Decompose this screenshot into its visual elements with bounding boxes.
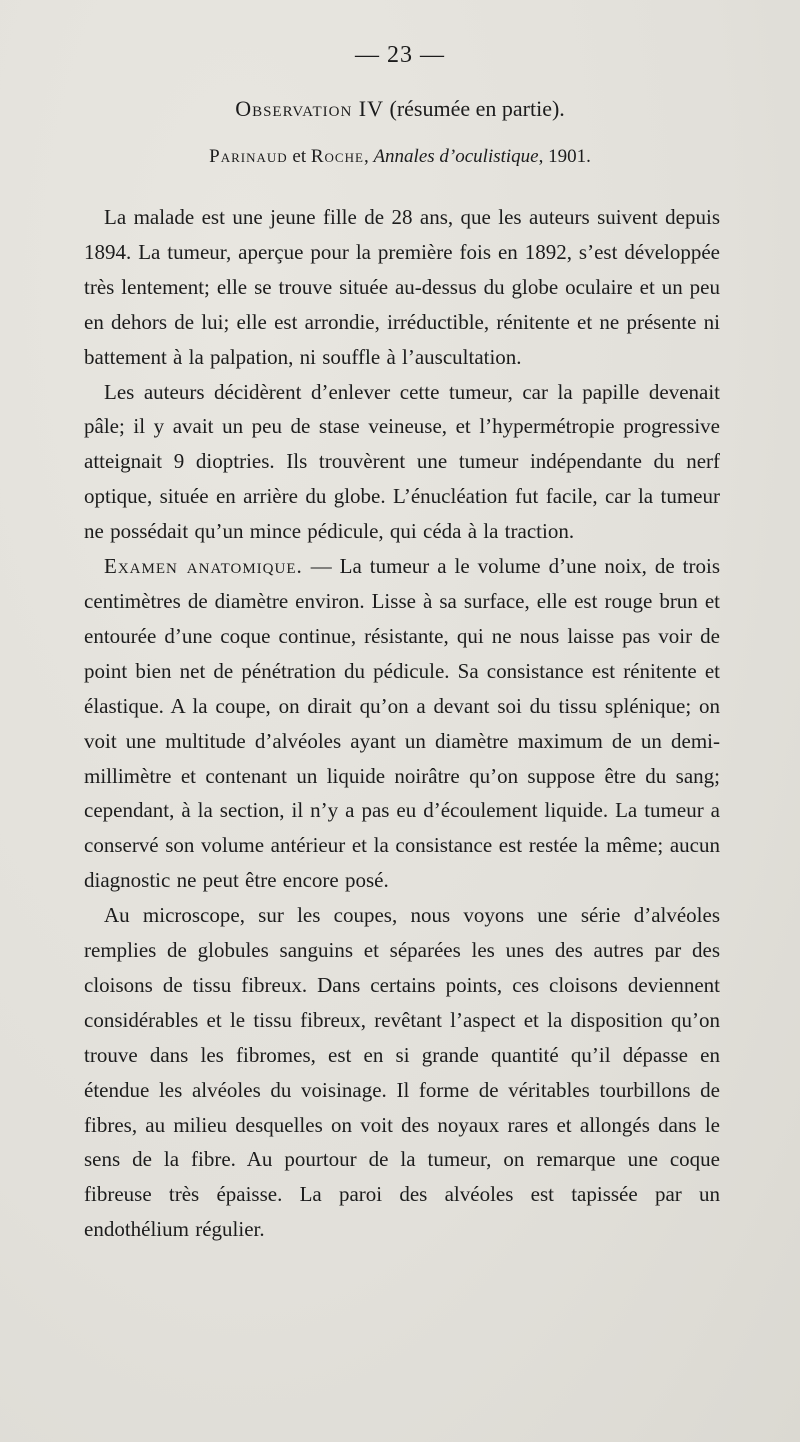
citation-conjunction: et (287, 146, 311, 167)
paragraph-text: Au microscope, sur les coupes, nous voyons une série d’alvéoles remplies de globules sanguins et séparées les unes des autres par des cloisons de tissu fibreux. Dans certains points, ces cloisons deviennent considérables et le tissu fibreux, revêtant l’aspect et la disposition qu’on trouve dans les fibromes, est en si grande quantité qu’il dépasse en étendue les alvéoles du voisinage. Il forme de véritables tourbillons de fibres, au milieu desquelles on voit des noyaux rares et allongés dans le sens de la fibre. Au pourtour de la tumeur, on remarque une coque fibreuse très épaisse. La paroi des alvéoles est tapissée par un endothélium régulier. (84, 903, 720, 1242)
paragraph (84, 200, 720, 375)
paragraph-text: La malade est une jeune fille de 28 ans, que les auteurs suivent depuis 1894. La tumeur, aperçue pour la première fois en 1892, s’est développée très lentement; elle se trouve située au-dessus du globe oculaire et un peu en dehors de lui; elle est arrondie, irréductible, rénitente et ne présente ni battement à la palpation, ni souffle à l’auscultation. (84, 205, 720, 369)
observation-heading (0, 96, 800, 122)
observation-subtitle: (résumée en partie). (384, 96, 565, 121)
section-lead: Examen anatomique. (104, 554, 303, 579)
paragraph-text: Les auteurs décidèrent d’enlever cette tumeur, car la papille devenait pâle; il y avait un peu de stase veineuse, et l’hypermétropie progressive atteignait 9 dioptries. Ils trouvèrent une tumeur indépendante du nerf optique, située en arrière du globe. L’énucléation fut facile, car la tumeur ne possédait qu’un mince pédicule, qui céda à la traction. (84, 379, 720, 544)
citation (0, 146, 800, 168)
citation-year: , 1901. (538, 146, 591, 167)
paragraph (84, 549, 720, 898)
citation-journal: Annales d’oculistique (373, 146, 539, 167)
paragraph (84, 898, 720, 1247)
page-number: — 23 — (355, 42, 445, 68)
citation-separator: , (363, 146, 374, 167)
citation-author-2: Roche (310, 146, 364, 167)
paragraph (84, 375, 720, 550)
paragraph-text: — La tumeur a le volume d’une noix, de trois centimètres de diamètre environ. Lisse à sa surface, elle est rouge brun et entourée d’une coque continue, résistante, qui ne nous laisse pas voir de point bien net de pénétration du pédicule. Sa consistance est rénitente et élastique. A la coupe, on dirait qu’on a devant soi du tissu splénique; on voit une multitude d’alvéoles ayant un diamètre maximum de un demi-millimètre et contenant un liquide noirâtre qu’on suppose être du sang; cependant, à la section, il n’y a pas eu d’écoulement liquide. La tumeur a conservé son volume antérieur et la consistance est restée la même; aucun diagnostic ne peut être encore posé. (84, 554, 721, 893)
citation-author-1: Parinaud (209, 146, 288, 167)
body-text (84, 200, 720, 1247)
observation-label: Observation IV (235, 96, 384, 121)
